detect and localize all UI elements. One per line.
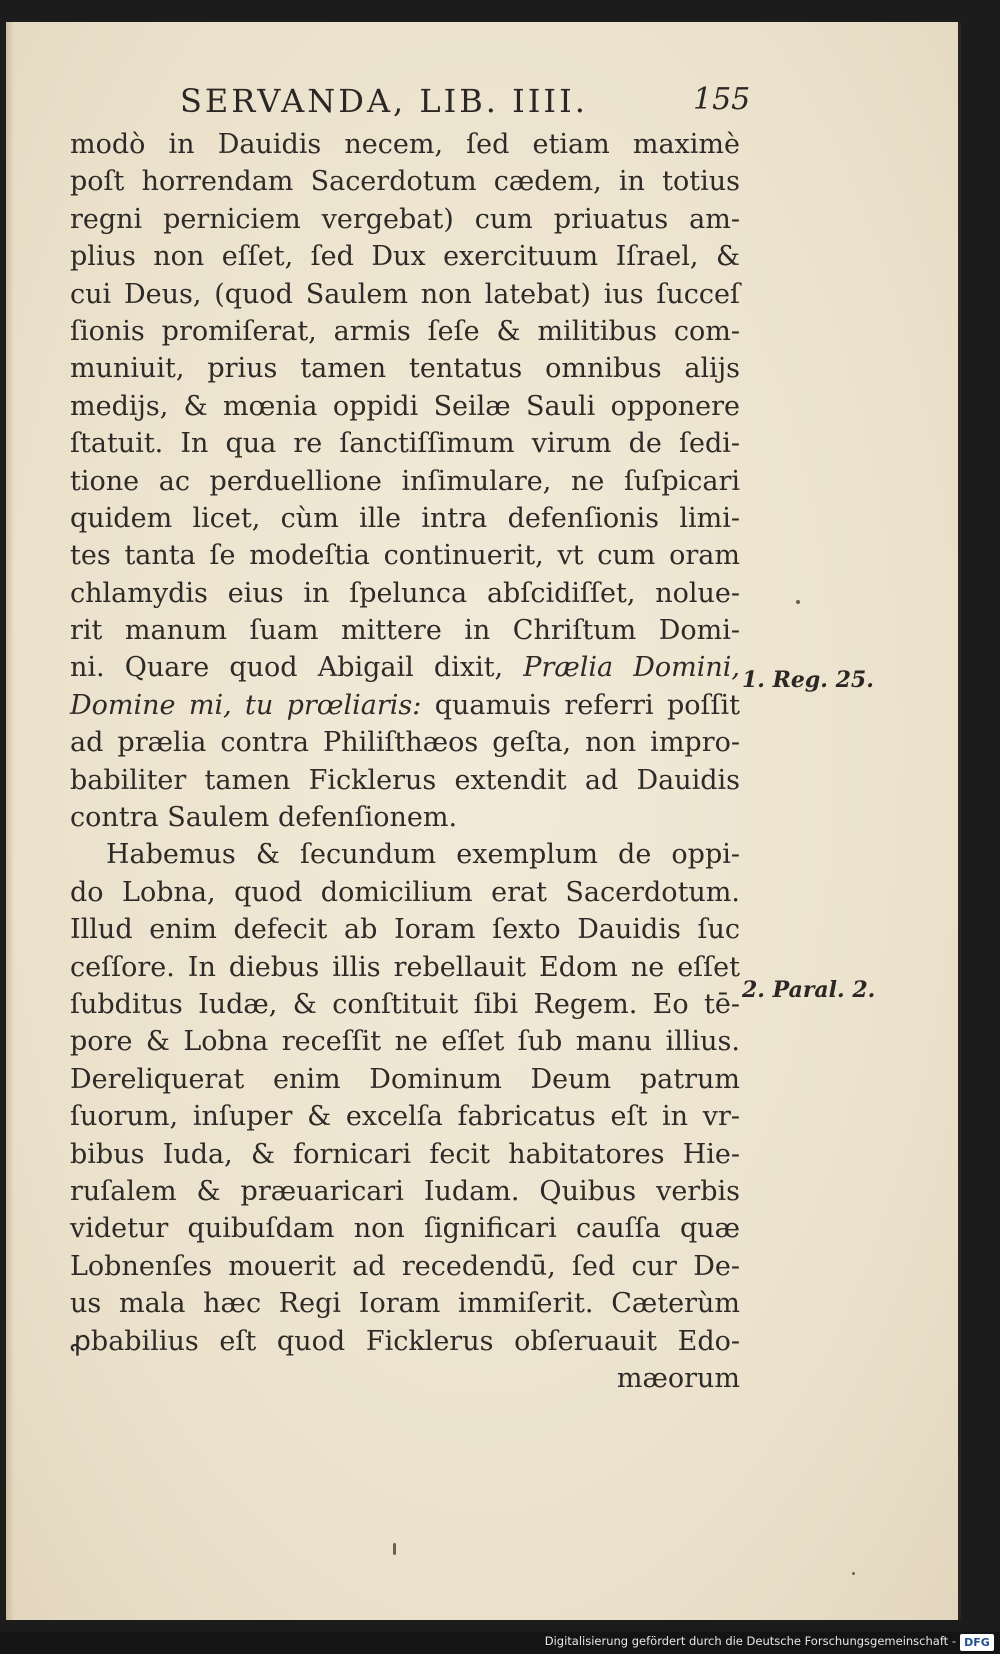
text-line: Habemus & ſecundum exemplum de oppi- <box>106 839 740 871</box>
margin-note: 1. Reg. 25. <box>742 667 874 693</box>
text-line: ſtatuit. In qua re ſanctiſſimum virum de ſedi- <box>70 428 740 460</box>
text-line: poſt horrendam Sacerdotum cædem, in totius <box>70 166 740 198</box>
text-line: modò in Dauidis necem, ſed etiam maximè <box>70 129 740 160</box>
text-line: ruſalem & præuaricari Iudam. Quibus verbis <box>70 1175 740 1207</box>
text-line: cui Deus, (quod Saulem non latebat) ius ſucceſ <box>70 278 740 310</box>
text-line: muniuit, prius tamen tentatus omnibus alijs <box>70 353 740 385</box>
text-line: videtur quibuſdam non ſignificari cauſſa quæ <box>70 1213 740 1245</box>
text-line: Illud enim defecit ab Ioram ſexto Dauidis ſuc <box>70 914 740 946</box>
text-line: chlamydis eius in ſpelunca abſcidiſſet, noluе- <box>70 577 740 609</box>
text-line: regni perniciem vergebat) cum priuatus am- <box>70 203 740 235</box>
text-line: ſubditus Iudæ, & conſtituit ſibi Regem. Eo tē- <box>70 988 740 1020</box>
text-line: do Lobna, quod domicilium erat Sacerdotum. <box>70 876 740 908</box>
footer-bar <box>0 1632 1000 1654</box>
text-line: contra Saulem defenſionem. <box>70 802 458 834</box>
catchword: mæorum <box>616 1362 740 1394</box>
page-shadow <box>6 22 14 1620</box>
text-line <box>70 687 740 724</box>
text-line: ad prælia contra Philiſthæos geſta, non impro- <box>70 727 740 759</box>
page-number: 155 <box>693 82 751 117</box>
text-line: Dereliquerat enim Dominum Deum patrum <box>70 1063 740 1095</box>
text-line: ſuorum, inſuper & excelſa fabricatus eſt in vr- <box>70 1101 740 1133</box>
running-title: SERVANDA, LIB. IIII. <box>180 82 588 120</box>
text-line: us mala hæc Regi Ioram immiſerit. Cæterùm <box>70 1288 740 1320</box>
running-head <box>0 82 1000 122</box>
text-line: pore & Lobna receſſit ne eſſet ſub manu illius. <box>70 1026 740 1058</box>
body-text <box>70 126 740 1397</box>
paper-speck <box>393 1543 396 1555</box>
text-line: medijs, & mœnia oppidi Seilæ Sauli opponere <box>70 390 740 422</box>
text-line: tione ac perduellione inſimulare, ne ſuſpicari <box>70 465 740 497</box>
text-line: plius non eſſet, ſed Dux exercituum Iſrael, & <box>70 241 740 273</box>
text-line: Lobnenſes mouerit ad recedendū, ſed cur De- <box>70 1250 740 1282</box>
text-line: bibus Iuda, & fornicari fecit habitatores Hie- <box>70 1138 740 1170</box>
funding-credit: Digitalisierung gefördert durch die Deutsche Forschungsgemeinschaft - <box>544 1634 956 1648</box>
text-line: ceſſore. In diebus illis rebellauit Edom ne eſſet <box>70 951 740 983</box>
italic-quote: Prælia Domini, <box>523 652 740 684</box>
text-line: rit manum ſuam mittere in Chriſtum Domi- <box>70 615 740 647</box>
margin-note: 2. Paral. 2. <box>742 977 876 1003</box>
text-line <box>70 649 740 686</box>
dfg-logo: DFG <box>960 1634 994 1651</box>
paper-speck <box>796 600 800 604</box>
text-line: ſionis promiſerat, armis ſeſe & militibus com- <box>70 315 740 347</box>
text-line: ꝓbabilius eſt quod Ficklerus obſeruauit Edo- <box>70 1325 740 1357</box>
text-line: tes tanta ſe modeſtia continuerit, vt cum oram <box>70 540 740 572</box>
paper-speck <box>852 1572 855 1575</box>
italic-quote: Domine mi, tu prœliaris: <box>70 689 422 721</box>
line-text: quamuis referri poſſit <box>434 689 740 721</box>
text-line: quidem licet, cùm ille intra defenſionis limi- <box>70 502 740 534</box>
text-line: babiliter tamen Ficklerus extendit ad Dauidis <box>70 764 740 796</box>
line-text: ni. Quare quod Abigail dixit, <box>70 652 504 684</box>
